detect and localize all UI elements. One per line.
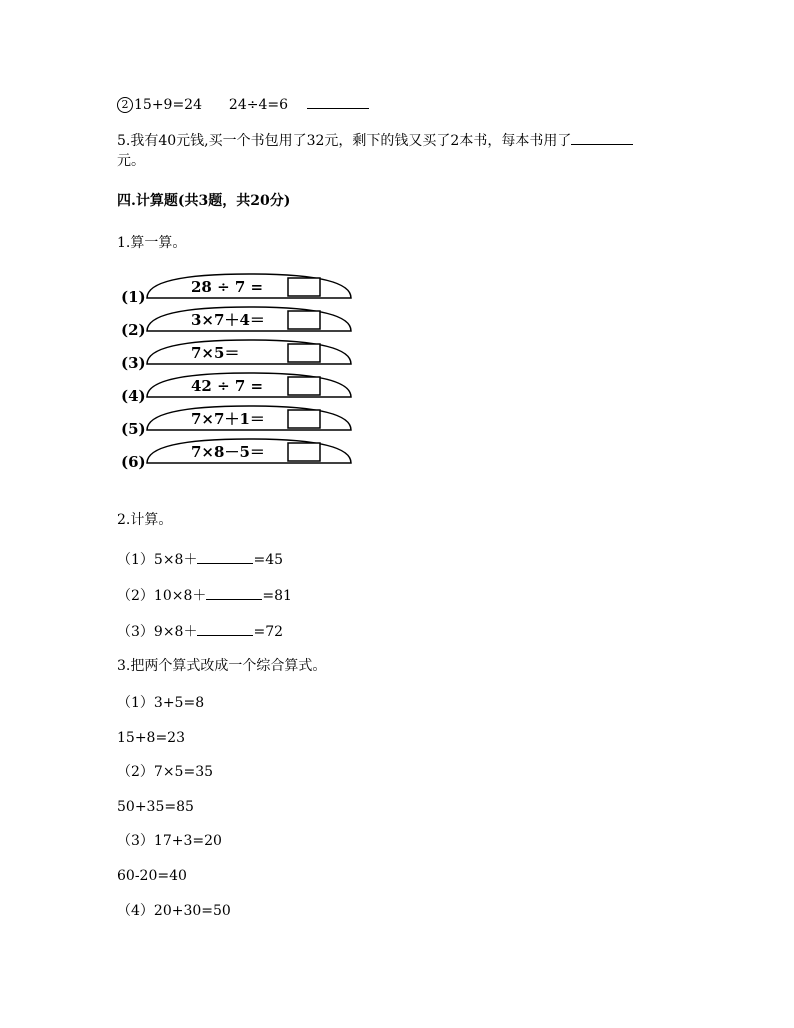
arc-item: [121, 439, 351, 471]
p2-right: =81: [262, 588, 292, 604]
p3-item-1-first: [117, 694, 204, 712]
circled-number: 2: [117, 97, 133, 113]
arc-expression: 7×7＋1＝: [191, 410, 265, 428]
p2-item-1: [117, 549, 283, 569]
p3-first: 7×5=35: [153, 764, 214, 780]
p2-left: 9×8＋: [153, 624, 198, 640]
answer-box[interactable]: [288, 410, 320, 428]
p3-label: （1）: [117, 695, 154, 711]
arc-item: [121, 307, 351, 339]
q5-text-after: 元。: [117, 153, 145, 169]
p2-label: （3）: [117, 624, 154, 640]
p3-label: （4）: [117, 903, 154, 919]
answer-box[interactable]: [288, 377, 320, 395]
p1-title: 1.算一算。: [117, 235, 187, 251]
p2-title: 2.计算。: [117, 512, 173, 528]
p3-item-4-first: [117, 902, 231, 920]
arc-expression: 3×7＋4＝: [191, 311, 265, 329]
arc-item: [121, 373, 351, 405]
p3-item-3-first: [117, 832, 222, 850]
q4-line: [117, 94, 369, 114]
arc-label: (5): [121, 420, 146, 438]
answer-box[interactable]: [288, 311, 320, 329]
p3-first: 3+5=8: [153, 695, 205, 711]
section-heading: 四.计算题(共3题，共20分): [117, 193, 291, 209]
p2-label: （2）: [117, 588, 154, 604]
p2-label: （1）: [117, 552, 154, 568]
arc-expression: 7×8－5＝: [191, 443, 265, 461]
p2-answer-blank[interactable]: [197, 549, 253, 564]
arc-label: (4): [121, 387, 146, 405]
arc-label: (1): [121, 288, 146, 306]
p2-item-3: [117, 621, 283, 641]
arc-label: (3): [121, 354, 146, 372]
arc-item: [121, 406, 351, 438]
q4-expr2: 24÷4=6: [228, 97, 288, 113]
p2-right: =72: [253, 624, 284, 640]
answer-box[interactable]: [288, 443, 320, 461]
q4-expr1: 15+9=24: [134, 97, 202, 113]
p3-item-3-second: 60-20=40: [117, 868, 187, 884]
answer-box[interactable]: [288, 344, 320, 362]
arc-item: [121, 274, 351, 306]
p2-answer-blank[interactable]: [206, 585, 262, 600]
p3-item-2-second: 50+35=85: [117, 799, 194, 815]
p3-first: 20+30=50: [153, 903, 231, 919]
arc-expression: 42 ÷ 7 =: [191, 377, 264, 395]
p3-title: 3.把两个算式改成一个综合算式。: [117, 658, 327, 674]
p3-label: （3）: [117, 833, 154, 849]
p2-answer-blank[interactable]: [197, 621, 253, 636]
answer-box[interactable]: [288, 278, 320, 296]
p2-left: 5×8＋: [153, 552, 198, 568]
p2-item-2: [117, 585, 292, 605]
p2-left: 10×8＋: [153, 588, 207, 604]
q4-answer-blank[interactable]: [307, 94, 369, 109]
q5-line: [117, 130, 633, 150]
p3-item-2-first: [117, 763, 213, 781]
p3-first: 17+3=20: [153, 833, 222, 849]
arc-label: (2): [121, 321, 146, 339]
q5-text: 5.我有40元钱,买一个书包用了32元，剩下的钱又买了2本书，每本书用了: [117, 133, 572, 149]
arc-expression: 28 ÷ 7 =: [191, 278, 264, 296]
p3-label: （2）: [117, 764, 154, 780]
q5-line2: [117, 152, 145, 170]
arc-expression: 7×5＝: [191, 344, 240, 362]
p2-right: =45: [253, 552, 284, 568]
q5-answer-blank[interactable]: [571, 130, 633, 145]
arc-problems: [117, 268, 357, 478]
p3-item-1-second: 15+8=23: [117, 730, 185, 746]
arc-label: (6): [121, 453, 146, 471]
arc-item: [121, 340, 351, 372]
